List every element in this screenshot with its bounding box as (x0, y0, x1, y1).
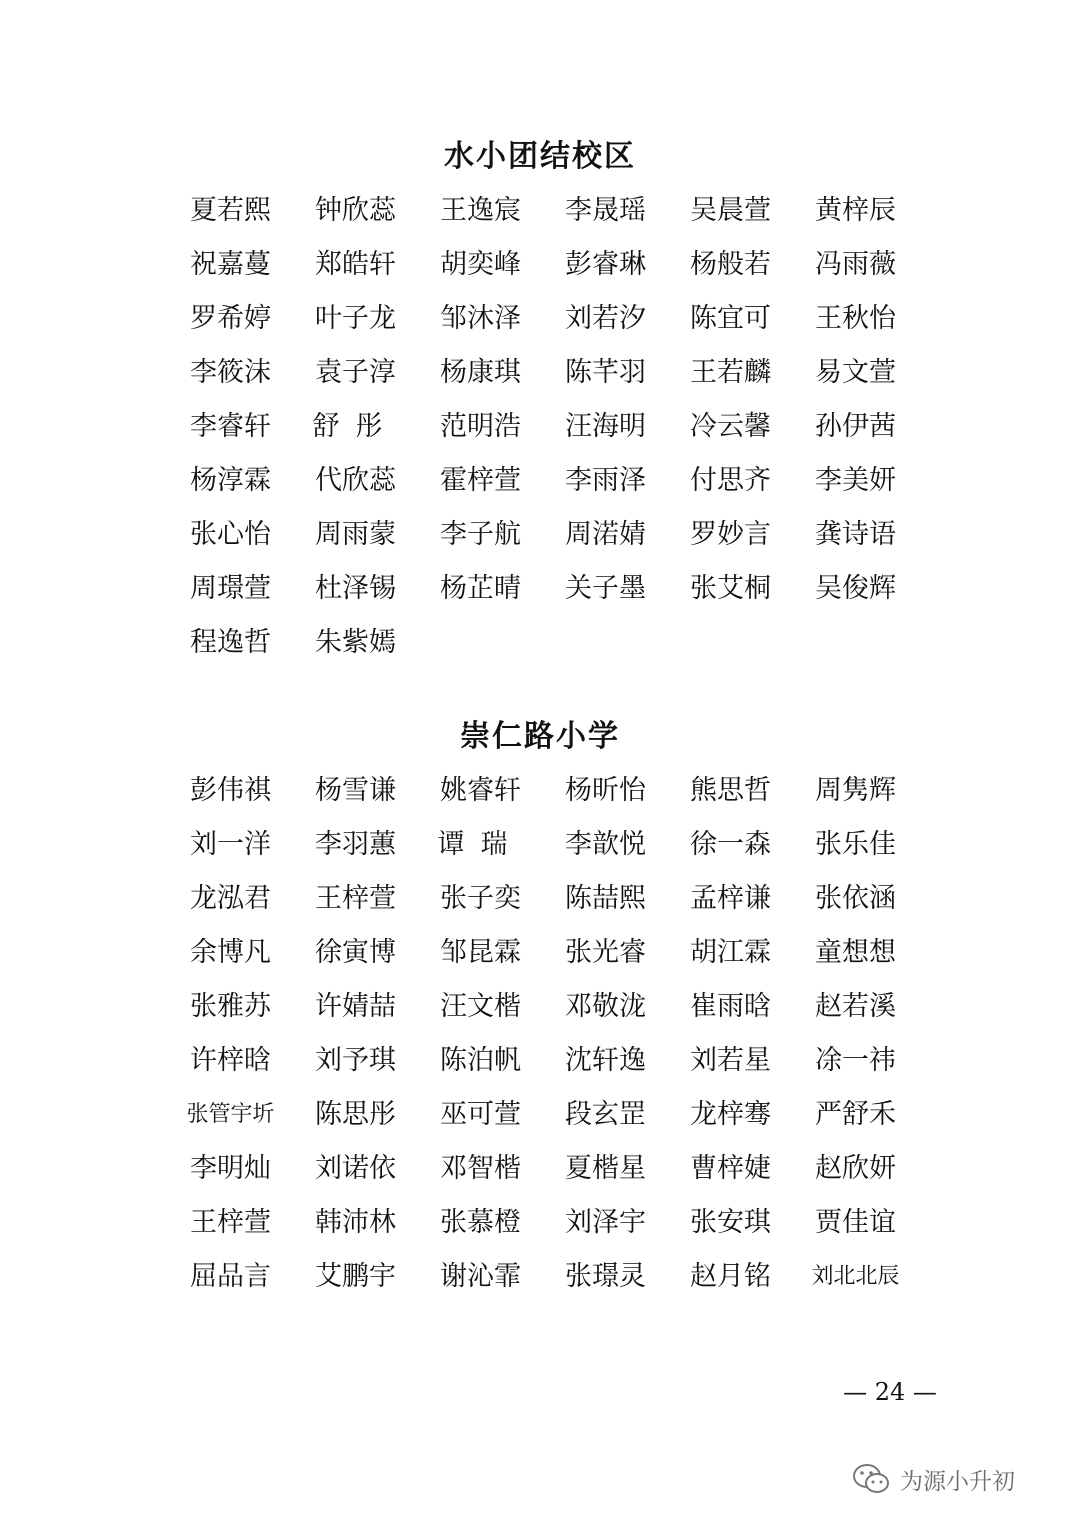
name-cell: 孟梓谦 (690, 883, 771, 914)
name-cell: 许梓晗 (190, 1045, 271, 1076)
name-cell: 刘泽宇 (565, 1207, 646, 1238)
name-cell: 霍梓萱 (440, 465, 521, 496)
name-cell: 易文萱 (815, 357, 896, 388)
name-cell: 张慕橙 (440, 1207, 521, 1238)
name-cell: 彭睿琳 (565, 249, 646, 280)
name-cell: 朱紫嫣 (315, 627, 396, 658)
name-cell: 刘诺依 (315, 1153, 396, 1184)
page-number: — 24 — (843, 1378, 937, 1406)
name-cell: 彭伟祺 (190, 775, 271, 806)
name-cell: 徐寅博 (315, 937, 396, 968)
name-cell: 王秋怡 (815, 303, 896, 334)
name-cell: 王逸宸 (440, 195, 521, 226)
name-cell: 张安琪 (690, 1207, 771, 1238)
name-cell: 余博凡 (190, 937, 271, 968)
name-cell: 赵月铭 (690, 1261, 771, 1292)
name-cell: 刘予琪 (315, 1045, 396, 1076)
name-cell: 王若麟 (690, 357, 771, 388)
name-cell: 赵欣妍 (815, 1153, 896, 1184)
name-cell: 童想想 (815, 937, 896, 968)
name-cell: 艾鹏宇 (315, 1261, 396, 1292)
name-cell: 邹昆霖 (440, 937, 521, 968)
name-cell: 王梓萱 (315, 883, 396, 914)
name-cell: 张璟灵 (565, 1261, 646, 1292)
name-cell: 李明灿 (190, 1153, 271, 1184)
name-cell: 祝嘉蔓 (190, 249, 271, 280)
name-cell: 谢沁霏 (440, 1261, 521, 1292)
name-cell: 罗妙言 (690, 519, 771, 550)
name-cell: 周渃婧 (565, 519, 646, 550)
name-cell: 张依涵 (815, 883, 896, 914)
name-cell: 李歆悦 (565, 829, 646, 860)
name-cell: 袁子淳 (315, 357, 396, 388)
name-cell: 张乐佳 (815, 829, 896, 860)
name-cell: 张光睿 (565, 937, 646, 968)
name-cell: 张心怡 (190, 519, 271, 550)
name-cell: 龙泓君 (190, 883, 271, 914)
name-cell: 许婧喆 (315, 991, 396, 1022)
name-cell: 张子奕 (440, 883, 521, 914)
name-cell: 李羽蕙 (315, 829, 396, 860)
watermark (852, 1456, 1015, 1502)
name-cell: 赵若溪 (815, 991, 896, 1022)
name-cell: 沈轩逸 (565, 1045, 646, 1076)
name-cell: 屈品言 (190, 1261, 271, 1292)
name-cell: 龙梓骞 (690, 1099, 771, 1130)
name-cell: 杨淳霖 (190, 465, 271, 496)
name-cell: 代欣蕊 (315, 465, 396, 496)
name-cell: 张雅苏 (190, 991, 271, 1022)
name-cell: 刘一洋 (190, 829, 271, 860)
name-cell: 胡奕峰 (440, 249, 521, 280)
name-cell: 张艾桐 (690, 573, 771, 604)
name-cell: 谭瑞 (437, 829, 524, 860)
name-cell: 夏若熙 (190, 195, 271, 226)
name-cell: 胡江霖 (690, 937, 771, 968)
name-cell: 邹沐泽 (440, 303, 521, 334)
name-cell: 刘若星 (690, 1045, 771, 1076)
name-cell: 周雨蒙 (315, 519, 396, 550)
name-cell: 范明浩 (440, 411, 521, 442)
name-cell: 陈泊帆 (440, 1045, 521, 1076)
name-cell: 邓智楷 (440, 1153, 521, 1184)
name-cell: 冯雨薇 (815, 249, 896, 280)
name-cell: 周隽辉 (815, 775, 896, 806)
name-cell: 陈思彤 (315, 1099, 396, 1130)
name-cell: 付思齐 (690, 465, 771, 496)
name-cell: 张管宇圻 (186, 1102, 275, 1127)
name-cell: 贾佳谊 (815, 1207, 896, 1238)
name-cell: 徐一森 (690, 829, 771, 860)
name-cell: 曹梓婕 (690, 1153, 771, 1184)
name-cell: 李雨泽 (565, 465, 646, 496)
name-cell: 舒彤 (312, 411, 399, 442)
name-cell: 杨康琪 (440, 357, 521, 388)
name-cell: 熊思哲 (690, 775, 771, 806)
name-cell: 孙伊茜 (815, 411, 896, 442)
name-cell: 杨芷晴 (440, 573, 521, 604)
name-cell: 段玄罡 (565, 1099, 646, 1130)
watermark-text: 为源小升初 (900, 1468, 1015, 1495)
name-cell: 钟欣蕊 (315, 195, 396, 226)
name-cell: 李睿轩 (190, 411, 271, 442)
name-cell: 严舒禾 (815, 1099, 896, 1130)
wechat-icon (852, 1463, 890, 1495)
name-cell: 巫可萱 (440, 1099, 521, 1130)
section-title: 崇仁路小学 (460, 719, 620, 754)
section-tuanjie (0, 130, 1080, 658)
name-cell: 龚诗语 (815, 519, 896, 550)
name-cell: 陈喆熙 (565, 883, 646, 914)
name-cell: 凃一祎 (815, 1045, 896, 1076)
name-cell: 陈芊羽 (565, 357, 646, 388)
name-cell: 叶子龙 (315, 303, 396, 334)
name-cell: 夏楷星 (565, 1153, 646, 1184)
name-cell: 韩沛林 (315, 1207, 396, 1238)
name-cell: 邓敬泷 (565, 991, 646, 1022)
name-cell: 汪海明 (565, 411, 646, 442)
name-cell: 杨般若 (690, 249, 771, 280)
name-cell: 关子墨 (565, 573, 646, 604)
name-grid (168, 184, 918, 670)
name-cell: 杨雪谦 (315, 775, 396, 806)
name-cell: 李美妍 (815, 465, 896, 496)
name-cell: 杨昕怡 (565, 775, 646, 806)
name-cell: 吴晨萱 (690, 195, 771, 226)
name-grid (168, 764, 918, 1304)
name-cell: 罗希婷 (190, 303, 271, 334)
name-cell: 郑皓轩 (315, 249, 396, 280)
name-cell: 黄梓辰 (815, 195, 896, 226)
name-cell: 姚睿轩 (440, 775, 521, 806)
name-cell: 杜泽锡 (315, 573, 396, 604)
name-cell: 汪文楷 (440, 991, 521, 1022)
name-cell: 冷云馨 (690, 411, 771, 442)
name-cell: 程逸哲 (190, 627, 271, 658)
name-cell: 刘北北辰 (811, 1264, 900, 1289)
section-title: 水小团结校区 (444, 139, 636, 174)
name-cell: 王梓萱 (190, 1207, 271, 1238)
name-cell: 李子航 (440, 519, 521, 550)
name-cell: 李筱沫 (190, 357, 271, 388)
name-cell: 吴俊辉 (815, 573, 896, 604)
name-cell: 陈宜可 (690, 303, 771, 334)
name-cell: 周璟萱 (190, 573, 271, 604)
name-cell: 李晟瑶 (565, 195, 646, 226)
name-cell: 崔雨晗 (690, 991, 771, 1022)
name-cell: 刘若汐 (565, 303, 646, 334)
section-chongrenlu (0, 710, 1080, 1292)
